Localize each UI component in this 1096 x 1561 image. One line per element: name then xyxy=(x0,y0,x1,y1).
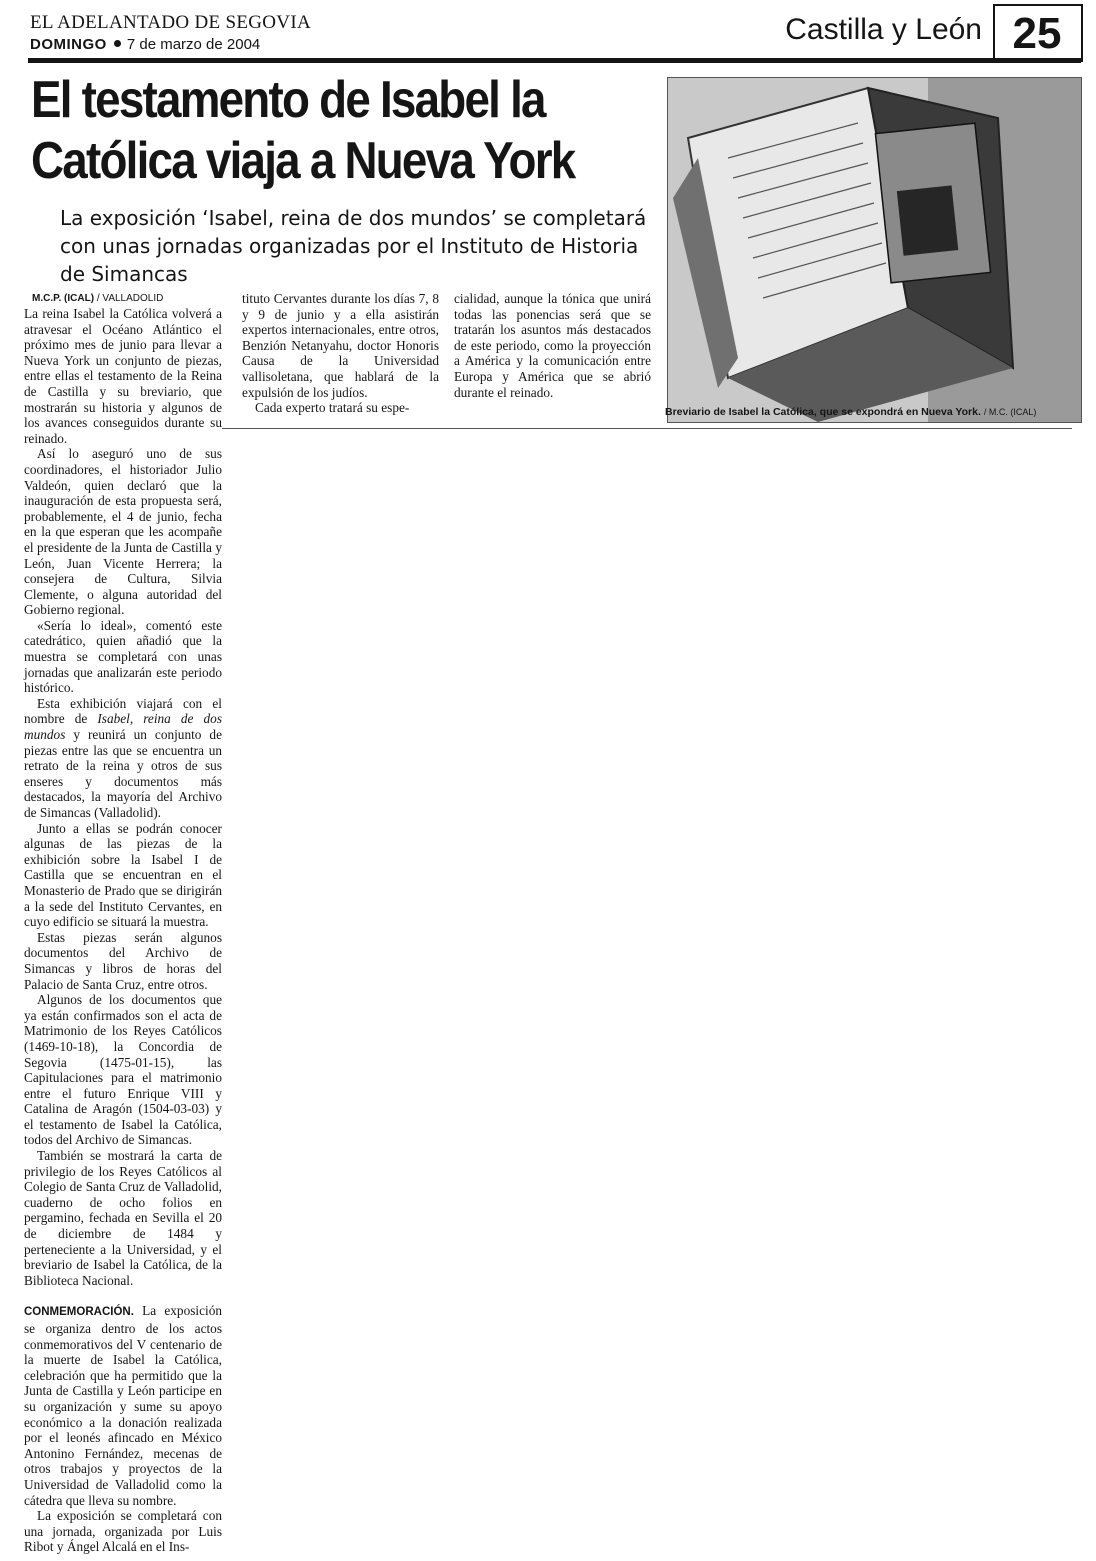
paragraph: cialidad, aunque la tónica que unirá todas las ponencias será que se tratarán los asuntos más destacados de este periodo, como la proyección a América y la comunicación entre Europa y América que se abrió durante el reinado. xyxy=(454,291,651,400)
byline xyxy=(32,293,163,304)
newspaper-name: EL ADELANTADO DE SEGOVIA xyxy=(30,12,311,33)
caption-text: Breviario de Isabel la Católica, que se expondrá en Nueva York. xyxy=(665,406,981,418)
paragraph: Cada experto tratará su espe- xyxy=(255,400,410,416)
paragraph-text: Esta exhibición viajará con el nombre de xyxy=(24,695,222,727)
dateline xyxy=(30,36,260,53)
byline-author: M.C.P. (ICAL) xyxy=(32,293,95,304)
paragraph: Junto a ellas se podrán conocer algunas de las piezas de la exhibición sobre la Isabel I de Castilla que se encuentran en el Monasterio de Prado que se dirigirán a la sede del Instituto Cervantes, en cuyo edificio se situará la muestra. xyxy=(24,820,222,930)
exhibition-title: Isabel, reina de dos mundos xyxy=(24,711,223,743)
paragraph: Estas piezas serán algunos documentos del Archivo de Simancas y libros de horas del Palacio de Santa Cruz, entre otros. xyxy=(24,929,222,992)
page-number: 25 xyxy=(1012,9,1062,58)
photo-credit: / M.C. (ICAL) xyxy=(983,407,1037,417)
open-book-illustration xyxy=(668,78,1081,422)
paragraph: Algunos de los documentos que ya están confirmados son el acta de Matrimonio de los Reyes Católicos (1469-10-18), la Concordia de Segovia (1475-01-15), las Capitulaciones para el matrimonio entre el futuro Enrique VIII y Catalina de Aragón (1504-03-03) y el testamento de Isabel la Católica, todos del Archivo de Simancas. xyxy=(24,992,222,1148)
subheadline: La exposición ‘Isabel, reina de dos mundos’ se completará con unas jornadas organizadas por el Instituto de Historia de Simancas xyxy=(60,206,647,286)
article-column-3 xyxy=(454,291,651,400)
paragraph-text: La exposición se organiza dentro de los actos conmemorativos del V centenario de la muerte de Isabel la Católica, celebración que ha permitido que la Junta de Castilla y León participe en su organización y sume su apoyo económico a la donación realizada por el leonés afincado en México Antonino Fernández, mecenas de otros trabajos y proyectos de la Universidad de Valladolid como la cátedra que lleva su nombre. xyxy=(24,1303,222,1508)
dateline-date: 7 de marzo de 2004 xyxy=(126,36,261,53)
headline: El testamento de Isabel la Católica viaja a Nueva York xyxy=(31,71,575,190)
header-rule xyxy=(28,58,1081,63)
paragraph: Así lo aseguró uno de sus coordinadores, el historiador Julio Valdeón, quien declaró que la inauguración de esta propuesta será, probablemente, el 4 de junio, fecha en la que esperan que les acompañe el presidente de la Junta de Castilla y León, Juan Vicente Herrera; la consejera de Cultura, Silvia Clemente, o alguna autoridad del Gobierno regional. xyxy=(24,446,222,618)
dateline-day: DOMINGO xyxy=(30,36,107,53)
paragraph: La exposición se completará con una jornada, organizada por Luis Ribot y Ángel Alcalá en el Ins- xyxy=(24,1508,222,1555)
article-column-2 xyxy=(242,291,439,416)
paragraph xyxy=(24,696,222,821)
breviary-photo xyxy=(667,77,1082,423)
section-name: Castilla y León xyxy=(785,13,982,46)
paragraph: La reina Isabel la Católica volverá a atravesar el Océano Atlántico el próximo mes de junio para llevar a Nueva York un conjunto de piezas, entre ellas el testamento de la Reina de Castilla y su breviario, que mostrarán su historia y algunos de los avances conseguidos durante su reinado. xyxy=(24,306,222,446)
section-lead: CONMEMORACIÓN. xyxy=(24,1306,134,1319)
article-column-1 xyxy=(24,306,222,1555)
bullet-icon xyxy=(114,40,121,47)
byline-location: / VALLADOLID xyxy=(96,293,164,304)
paragraph: «Sería lo ideal», comentó este catedrático, quien añadió que la muestra se completará con unas jornadas que analizarán este periodo histórico. xyxy=(24,617,222,696)
paragraph xyxy=(24,1303,222,1508)
article-end-rule xyxy=(222,428,1072,429)
paragraph: tituto Cervantes durante los días 7, 8 y 9 de junio y a ella asistirán expertos internacionales, entre otros, Benzión Netanyahu, doctor Honoris Causa de la Universidad vallisoletana, que hablará de la expulsión de los judíos. xyxy=(242,291,439,400)
paragraph-text: y reunirá un conjunto de piezas entre las que se encuentra un retrato de la reina y otros de sus enseres y documentos más destacados, la mayoría del Archivo de Simancas (Valladolid). xyxy=(24,727,222,820)
paragraph: También se mostrará la carta de privilegio de los Reyes Católicos al Colegio de Santa Cruz de Valladolid, cuaderno de ocho folios en pergamino, fechada en Sevilla el 20 de diciembre de 1484 y perteneciente a la Universidad, y el breviario de Isabel la Católica, de la Biblioteca Nacional. xyxy=(24,1148,222,1288)
photo-caption xyxy=(665,406,1085,418)
